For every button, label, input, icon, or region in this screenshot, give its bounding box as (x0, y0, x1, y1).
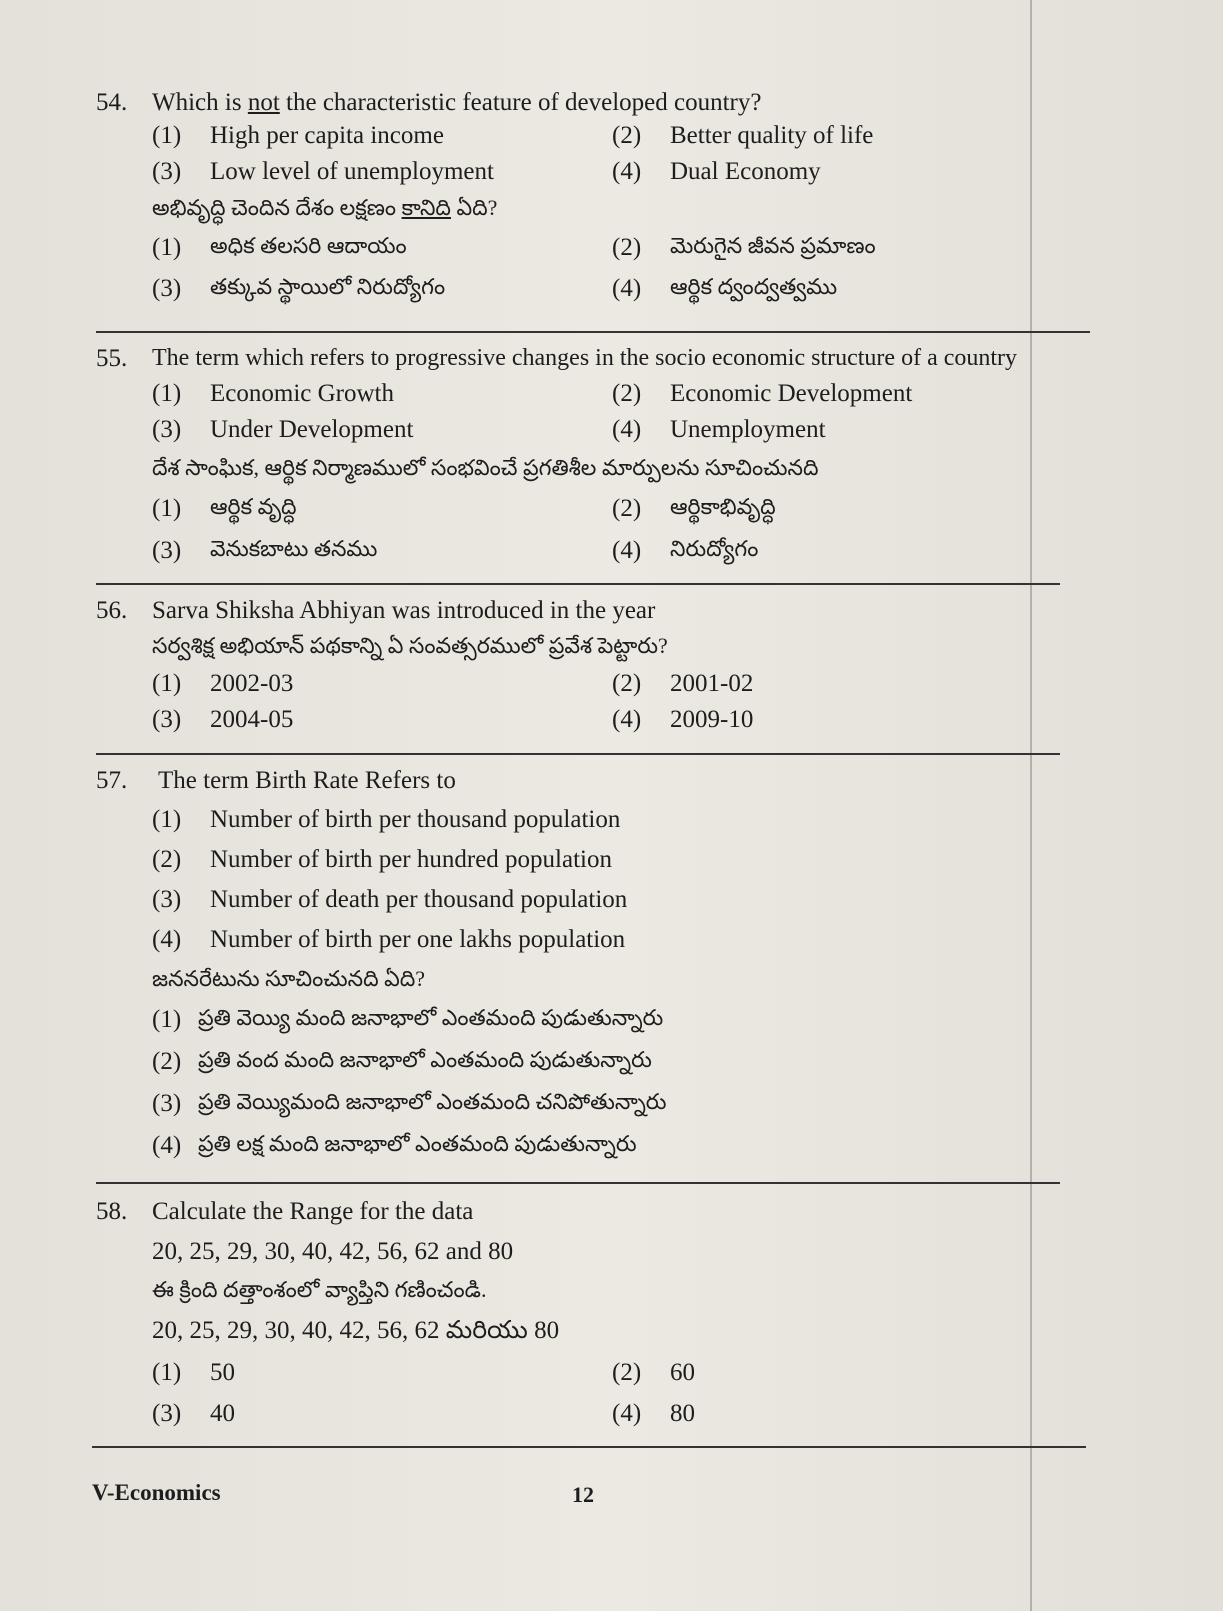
question-number: 58. (96, 1198, 128, 1225)
option-te-1: (1) ఆర్థిక వృద్ధి (152, 494, 297, 522)
option-en-1: (1) Economic Growth (152, 380, 394, 407)
question-57 (96, 768, 1086, 1158)
option-2: (2) 2001-02 (612, 670, 754, 697)
option-te-2: (2) మెరుగైన జీవన ప్రమాణం (612, 233, 876, 261)
footer-subject: V-Economics (92, 1480, 221, 1505)
question-number: 55. (96, 345, 128, 372)
option-en-2: (2) Better quality of life (612, 122, 874, 149)
question-number: 54. (96, 89, 128, 116)
question-58-header (96, 1199, 1086, 1224)
option-te-3: (3) వెనుకబాటు తనము (152, 536, 378, 564)
option-4: (4) 80 (612, 1400, 695, 1427)
data-line: 20, 25, 29, 30, 40, 42, 56, 62 and 80 (152, 1238, 514, 1265)
question-text: The term which refers to progressive changes in the socio economic structure of a country (152, 345, 1018, 371)
question-54-header (96, 90, 1086, 115)
option-te-3: (3) ప్రతి వెయ్యిమంది జనాభాలో ఎంతమంది చనిపోతున్నారు (152, 1089, 667, 1117)
option-en-1: (1) Number of birth per thousand population (152, 806, 621, 833)
question-number: 57. (96, 767, 128, 794)
question-telugu: అభివృద్ధి చెందిన దేశం లక్షణం కానిది ఏది? (152, 195, 498, 220)
option-te-3: (3) తక్కువ స్థాయిలో నిరుద్యోగం (152, 274, 446, 302)
question-56 (96, 598, 1086, 732)
question-55-header (96, 346, 1086, 371)
option-en-1: (1) High per capita income (152, 122, 444, 149)
question-text: Which is not the characteristic feature of developed country? (152, 89, 762, 116)
page-number: 12 (572, 1482, 594, 1507)
option-te-1: (1) అధిక తలసరి ఆదాయం (152, 233, 407, 261)
divider (96, 583, 1060, 585)
divider (96, 331, 1090, 333)
option-en-4: (4) Dual Economy (612, 158, 821, 185)
option-3: (3) 40 (152, 1400, 235, 1427)
question-text: Calculate the Range for the data (152, 1198, 474, 1225)
question-telugu: ఈ క్రింది దత్తాంశంలో వ్యాప్తిని గణించండి. (152, 1277, 487, 1302)
option-2: (2) 60 (612, 1359, 695, 1386)
option-te-4: (4) ఆర్థిక ద్వంద్వత్వము (612, 274, 838, 302)
question-58 (96, 1199, 1086, 1426)
question-number: 56. (96, 597, 128, 624)
option-1: (1) 50 (152, 1359, 235, 1386)
option-en-4: (4) Number of birth per one lakhs population (152, 926, 626, 953)
divider (96, 753, 1060, 755)
question-56-header (96, 598, 1086, 623)
option-te-1: (1) ప్రతి వెయ్యి మంది జనాభాలో ఎంతమంది పుడుతున్నారు (152, 1005, 664, 1033)
option-te-4: (4) ప్రతి లక్ష మంది జనాభాలో ఎంతమంది పుడుతున్నారు (152, 1131, 637, 1159)
question-55 (96, 346, 1086, 563)
question-text: Sarva Shiksha Abhiyan was introduced in the year (152, 597, 656, 624)
question-54 (96, 90, 1086, 301)
option-4: (4) 2009-10 (612, 706, 754, 733)
option-en-3: (3) Under Development (152, 416, 414, 443)
question-telugu: దేశ సాంఘిక, ఆర్థిక నిర్మాణములో సంభవించే ప్రగతిశీల మార్పులను సూచించునది (152, 455, 819, 480)
option-en-4: (4) Unemployment (612, 416, 826, 443)
option-en-3: (3) Number of death per thousand population (152, 886, 628, 913)
question-telugu: సర్వశిక్ష అభియాన్ పథకాన్ని ఏ సంవత్సరములో ప్రవేశ పెట్టారు? (152, 633, 668, 658)
option-3: (3) 2004-05 (152, 706, 294, 733)
telugu-data-line: 20, 25, 29, 30, 40, 42, 56, 62 మరియు 80 (152, 1317, 560, 1344)
question-57-header (96, 768, 1086, 793)
divider (96, 1182, 1060, 1184)
option-en-2: (2) Economic Development (612, 380, 913, 407)
option-te-4: (4) నిరుద్యోగం (612, 536, 759, 564)
question-telugu: జననరేటును సూచించునది ఏది? (152, 966, 426, 991)
divider (92, 1446, 1086, 1448)
option-te-2: (2) ప్రతి వంద మంది జనాభాలో ఎంతమంది పుడుతున్నారు (152, 1047, 652, 1075)
option-en-2: (2) Number of birth per hundred population (152, 846, 612, 873)
question-text: The term Birth Rate Refers to (158, 767, 456, 794)
option-1: (1) 2002-03 (152, 670, 294, 697)
option-te-2: (2) ఆర్థికాభివృద్ధి (612, 494, 776, 522)
option-en-3: (3) Low level of unemployment (152, 158, 494, 185)
